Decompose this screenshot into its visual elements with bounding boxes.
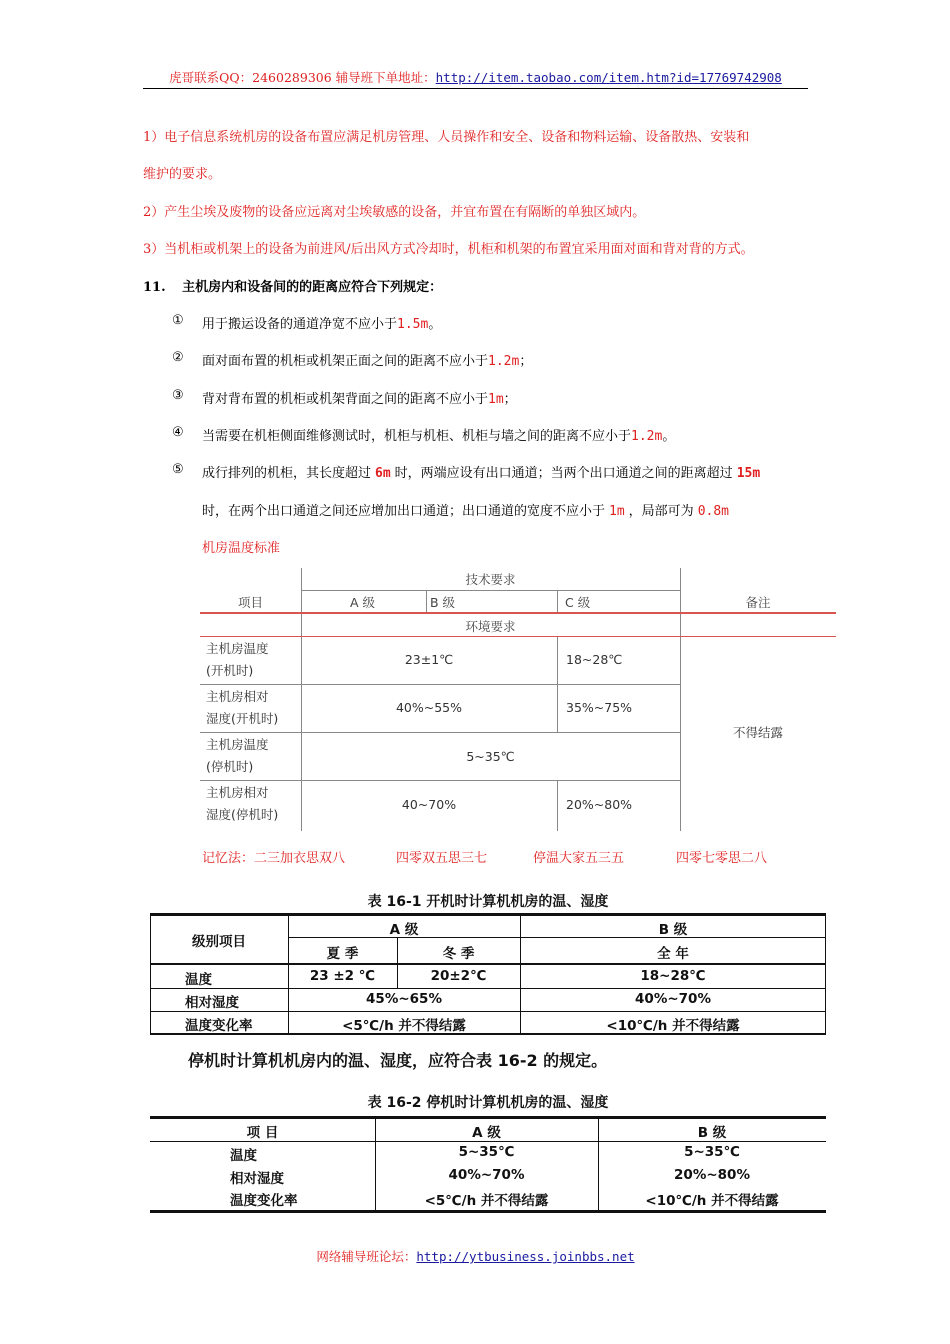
t1-row1-c: 18~28℃ bbox=[566, 652, 623, 667]
item-5-value-3: 1m bbox=[609, 504, 625, 519]
page-footer bbox=[143, 1247, 808, 1265]
t1-row2-c: 35%~75% bbox=[566, 700, 633, 715]
t162-r1-label: 温度 bbox=[230, 1148, 257, 1164]
temperature-standard-title: 机房温度标准 bbox=[202, 541, 281, 556]
paragraph-1a: 1）电子信息系统机房的设备布置应满足机房管理、人员操作和安全、设备和物料运输、设备散热、安装和 bbox=[143, 130, 750, 145]
item-1-mark: ① bbox=[172, 313, 184, 328]
item-3 bbox=[202, 388, 517, 407]
t1-env-req: 环境要求 bbox=[465, 619, 516, 634]
t1-row3-item-1: 主机房温度 bbox=[206, 737, 269, 752]
item-5-mark: ⑤ bbox=[172, 462, 184, 477]
item-3-value: 1m bbox=[488, 392, 504, 407]
t1-vline bbox=[557, 780, 558, 831]
mnemonic-1: 记忆法：二三加衣思双八 bbox=[202, 851, 346, 866]
section-11-heading bbox=[143, 276, 442, 295]
t161-r1-winter: 20±2℃ bbox=[430, 968, 487, 984]
item-1-value: 1.5m bbox=[397, 317, 429, 332]
t161-hline bbox=[150, 963, 826, 965]
t1-row4-item bbox=[206, 782, 278, 826]
t161-r2-a: 45%~65% bbox=[366, 991, 442, 1007]
temperature-standard-table bbox=[200, 568, 836, 831]
stop-sentence: 停机时计算机机房内的温、湿度，应符合表 16-2 的规定。 bbox=[188, 1051, 608, 1070]
t161-hline bbox=[150, 988, 826, 989]
item-5-value-1: 6m bbox=[375, 466, 391, 481]
t162-r3-label: 温度变化率 bbox=[230, 1193, 298, 1209]
item-2-mark: ② bbox=[172, 350, 184, 365]
t161-r1-b: 18~28℃ bbox=[640, 968, 706, 984]
t161-h-b: B 级 bbox=[658, 922, 688, 938]
item-5-value-4: 0.8m bbox=[697, 504, 729, 519]
t162-r3-b: <10℃/h 并不得结露 bbox=[645, 1193, 779, 1209]
t162-r2-b: 20%~80% bbox=[674, 1167, 750, 1183]
t1-hline bbox=[301, 590, 680, 591]
t1-row3-item-2: (停机时) bbox=[206, 759, 254, 774]
t1-col-note: 备注 bbox=[745, 595, 771, 610]
t161-hline bbox=[150, 1011, 826, 1012]
t1-vline bbox=[557, 590, 558, 612]
item-5-text-2: 时，两端应设有出口通道；当两个出口通道之间的距离超过 bbox=[394, 466, 733, 481]
t162-top-rule bbox=[150, 1116, 826, 1119]
t1-row3-item bbox=[206, 734, 269, 778]
item-5-text-4: ，局部可为 bbox=[628, 504, 694, 519]
t1-col-c: C 级 bbox=[565, 595, 591, 610]
t1-row4-item-2: 湿度(停机时) bbox=[206, 807, 279, 822]
item-5-line-2 bbox=[202, 500, 729, 519]
t1-vline bbox=[426, 590, 427, 612]
item-2 bbox=[202, 350, 532, 369]
t161-r2-b: 40%~70% bbox=[635, 991, 711, 1007]
item-3-tail: ； bbox=[503, 392, 517, 407]
item-1-text: 用于搬运设备的通道净宽不应小于 bbox=[202, 317, 398, 332]
item-4-mark: ④ bbox=[172, 425, 184, 440]
footer-text: 网络辅导班论坛： bbox=[316, 1249, 417, 1264]
t1-col-a: A 级 bbox=[350, 595, 376, 610]
t161-h-all: 全 年 bbox=[657, 946, 689, 962]
t161-top-rule bbox=[150, 913, 826, 916]
t1-tech-req: 技术要求 bbox=[465, 572, 516, 587]
table-16-2-title: 表 16-2 停机时计算机机房的温、湿度 bbox=[367, 1095, 609, 1111]
t1-note: 不得结露 bbox=[732, 725, 783, 740]
t1-hline-red bbox=[200, 636, 836, 637]
t1-col-b: B 级 bbox=[430, 595, 456, 610]
item-3-mark: ③ bbox=[172, 388, 184, 403]
item-4-tail: 。 bbox=[662, 429, 676, 444]
t1-row1-item-1: 主机房温度 bbox=[206, 641, 269, 656]
header-rule bbox=[143, 88, 808, 89]
t161-h-item: 级别项目 bbox=[192, 934, 246, 950]
t1-row2-ab: 40%~55% bbox=[395, 700, 463, 715]
section-title: 主机房内和设备间的的距离应符合下列规定： bbox=[182, 280, 443, 295]
header-link[interactable]: http://item.taobao.com/item.htm?id=17769742908 bbox=[435, 70, 782, 85]
scanned-tables bbox=[150, 880, 826, 1215]
item-5-text-3: 时，在两个出口通道之间还应增加出口通道；出口通道的宽度不应小于 bbox=[202, 504, 606, 519]
page-header bbox=[143, 68, 808, 86]
t1-row3-abc: 5~35℃ bbox=[466, 749, 515, 764]
table-16-1-title: 表 16-1 开机时计算机机房的温、湿度 bbox=[367, 894, 609, 910]
t1-row2-item-2: 湿度(开机时) bbox=[206, 711, 279, 726]
t1-row2-item-1: 主机房相对 bbox=[206, 689, 269, 704]
item-2-value: 1.2m bbox=[488, 354, 520, 369]
t1-row4-item-1: 主机房相对 bbox=[206, 785, 269, 800]
t161-r1-summer: 23 ±2 ℃ bbox=[309, 968, 376, 984]
t1-hline-red bbox=[200, 612, 836, 614]
item-5-line-1 bbox=[202, 462, 760, 481]
mnemonic-3: 停温大家五三五 bbox=[533, 851, 625, 866]
t1-col-item: 项目 bbox=[237, 595, 263, 610]
item-2-text: 面对面布置的机柜或机架正面之间的距离不应小于 bbox=[202, 354, 489, 369]
header-text: 虎哥联系QQ：2460289306 辅导班下单地址： bbox=[169, 70, 436, 85]
item-4 bbox=[202, 425, 675, 444]
t162-r3-a: <5℃/h 并不得结露 bbox=[424, 1193, 549, 1209]
t161-r1-label: 温度 bbox=[185, 972, 212, 988]
footer-link[interactable]: http://ytbusiness.joinbbs.net bbox=[416, 1249, 635, 1264]
t1-row4-ab: 40~70% bbox=[401, 797, 457, 812]
t1-hline bbox=[200, 732, 680, 733]
t162-bottom-rule bbox=[150, 1210, 826, 1213]
mnemonic-4: 四零七零思二八 bbox=[676, 851, 768, 866]
item-1 bbox=[202, 313, 441, 332]
t1-row1-item bbox=[206, 638, 269, 682]
t161-h-summer: 夏 季 bbox=[326, 946, 359, 962]
t1-hline bbox=[200, 780, 680, 781]
item-5-text-1: 成行排列的机柜，其长度超过 bbox=[202, 466, 372, 481]
item-4-text: 当需要在机柜侧面维修测试时，机柜与机柜、机柜与墙之间的距离不应小于 bbox=[202, 429, 632, 444]
t162-r1-a: 5~35℃ bbox=[458, 1144, 515, 1160]
t1-row4-c: 20%~80% bbox=[566, 797, 633, 812]
paragraph-3: 3）当机柜或机架上的设备为前进风/后出风方式冷却时，机柜和机架的布置宜采用面对面和背对背的方式。 bbox=[143, 242, 754, 257]
paragraph-1b: 维护的要求。 bbox=[143, 167, 222, 182]
t1-row1-ab: 23±1℃ bbox=[404, 652, 454, 667]
mnemonic-2: 四零双五思三七 bbox=[396, 851, 488, 866]
t162-r2-label: 相对湿度 bbox=[230, 1171, 284, 1187]
t162-r2-a: 40%~70% bbox=[448, 1167, 525, 1183]
t161-r3-label: 温度变化率 bbox=[185, 1018, 253, 1034]
t161-h-winter: 冬 季 bbox=[442, 946, 475, 962]
item-5-value-2: 15m bbox=[736, 466, 761, 481]
t161-r3-a: <5℃/h 并不得结露 bbox=[342, 1018, 466, 1034]
item-4-value: 1.2m bbox=[631, 429, 663, 444]
t1-vline bbox=[557, 637, 558, 733]
t161-r2-label: 相对湿度 bbox=[185, 995, 239, 1011]
t1-hline bbox=[200, 684, 680, 685]
t1-row2-item bbox=[206, 686, 278, 730]
t161-r3-b: <10℃/h 并不得结露 bbox=[606, 1018, 740, 1034]
t162-h-a: A 级 bbox=[472, 1125, 501, 1141]
item-2-tail: ； bbox=[519, 354, 533, 369]
item-1-tail: 。 bbox=[428, 317, 442, 332]
t162-r1-b: 5~35℃ bbox=[684, 1144, 740, 1160]
section-number: 11. bbox=[143, 280, 166, 295]
t162-h-b: B 级 bbox=[697, 1125, 727, 1141]
t162-h-item: 项 目 bbox=[246, 1125, 279, 1141]
paragraph-2: 2）产生尘埃及废物的设备应远离对尘埃敏感的设备，并宜布置在有隔断的单独区域内。 bbox=[143, 205, 646, 220]
t1-row1-item-2: (开机时) bbox=[206, 663, 254, 678]
t162-hline bbox=[150, 1141, 826, 1142]
t161-h-a: A 级 bbox=[389, 922, 419, 938]
item-3-text: 背对背布置的机柜或机架背面之间的距离不应小于 bbox=[202, 392, 489, 407]
